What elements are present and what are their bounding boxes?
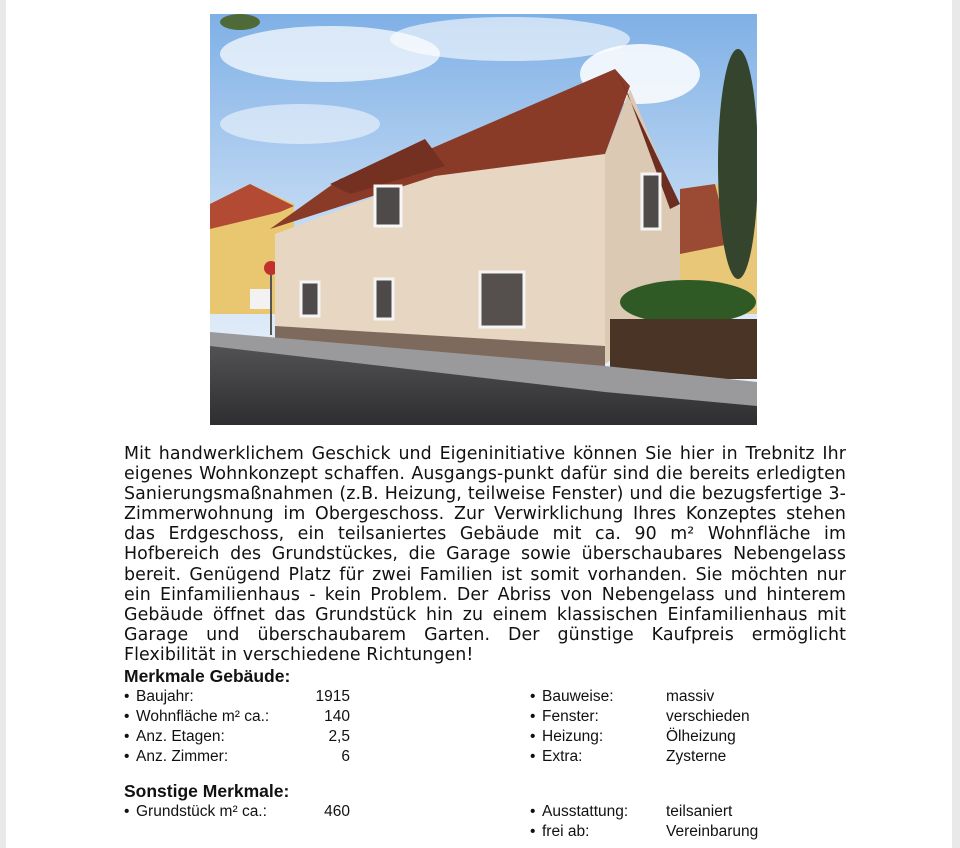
- feature-row-extra: [530, 747, 790, 767]
- bullet-icon: •: [124, 748, 130, 765]
- bullet-icon: •: [530, 823, 536, 840]
- feature-row-equipment: [530, 802, 790, 822]
- feature-label: Extra:: [542, 748, 583, 765]
- bullet-icon: •: [530, 748, 536, 765]
- house-photo: [210, 14, 757, 425]
- feature-row-plot-size: [124, 802, 350, 822]
- feature-row-heating: [530, 727, 790, 747]
- feature-label: Wohnfläche m² ca.:: [136, 708, 270, 725]
- feature-value: Vereinbarung: [666, 823, 759, 840]
- feature-row-living-area: [124, 707, 350, 727]
- feature-value: Zysterne: [666, 748, 727, 765]
- feature-label: Baujahr:: [136, 688, 194, 705]
- feature-label: Ausstattung:: [542, 803, 629, 820]
- bullet-icon: •: [124, 803, 130, 820]
- feature-value: verschieden: [666, 708, 750, 725]
- feature-label: Bauweise:: [542, 688, 614, 705]
- property-description: Mit handwerklichem Geschick und Eigeninitiative können Sie hier in Trebnitz Ihr eigenes Wohnkonzept schaffen. Ausgangs-punkt dafür sind die bereits erledigten Sanierungsmaßnahmen (z.B. Heizung, teilweise Fenster) und die bezugsfertige 3-Zimmerwohnung im Obergeschoss. Zur Verwirklichung Ihres Konzeptes stehen das Erdgeschoss, ein teilsaniertes Gebäude mit ca. 90 m² Wohnfläche im Hofbereich des Grundstückes, die Garage sowie überschaubares Nebengelass bereit. Genügend Platz für zwei Familien ist somit vorhanden. Sie möchten nur ein Einfamilienhaus - kein Problem. Der Abriss von Nebengelass und hinterem Gebäude öffnet das Grundstück hin zu einem klassischen Einfamilienhaus mit Garage und überschaubarem Garten. Der günstige Kaufpreis ermöglicht Flexibilität in verschiedene Richtungen!: [124, 444, 846, 665]
- feature-label: Fenster:: [542, 708, 599, 725]
- feature-row-rooms: [124, 747, 350, 767]
- feature-value: 6: [341, 748, 350, 765]
- feature-value: massiv: [666, 688, 715, 705]
- feature-row-year-built: [124, 687, 350, 707]
- feature-value: 140: [324, 708, 350, 725]
- feature-label: frei ab:: [542, 823, 590, 840]
- bullet-icon: •: [124, 688, 130, 705]
- feature-row-construction: [530, 687, 790, 707]
- feature-value: teilsaniert: [666, 803, 733, 820]
- feature-row-available-from: [530, 822, 790, 842]
- feature-value: 460: [324, 803, 350, 820]
- bullet-icon: •: [530, 803, 536, 820]
- feature-label: Heizung:: [542, 728, 604, 745]
- feature-value: 2,5: [328, 728, 350, 745]
- section-heading-other-features: Sonstige Merkmale:: [124, 781, 290, 801]
- feature-label: Anz. Zimmer:: [136, 748, 229, 765]
- feature-label: Anz. Etagen:: [136, 728, 225, 745]
- bullet-icon: •: [124, 728, 130, 745]
- feature-label: Grundstück m² ca.:: [136, 803, 267, 820]
- bullet-icon: •: [530, 708, 536, 725]
- feature-row-floors: [124, 727, 350, 747]
- feature-value: Ölheizung: [666, 728, 736, 745]
- section-heading-building-features: Merkmale Gebäude:: [124, 666, 291, 686]
- bullet-icon: •: [530, 688, 536, 705]
- document-page: [6, 0, 952, 848]
- bullet-icon: •: [530, 728, 536, 745]
- feature-value: 1915: [315, 688, 350, 705]
- feature-row-windows: [530, 707, 790, 727]
- bullet-icon: •: [124, 708, 130, 725]
